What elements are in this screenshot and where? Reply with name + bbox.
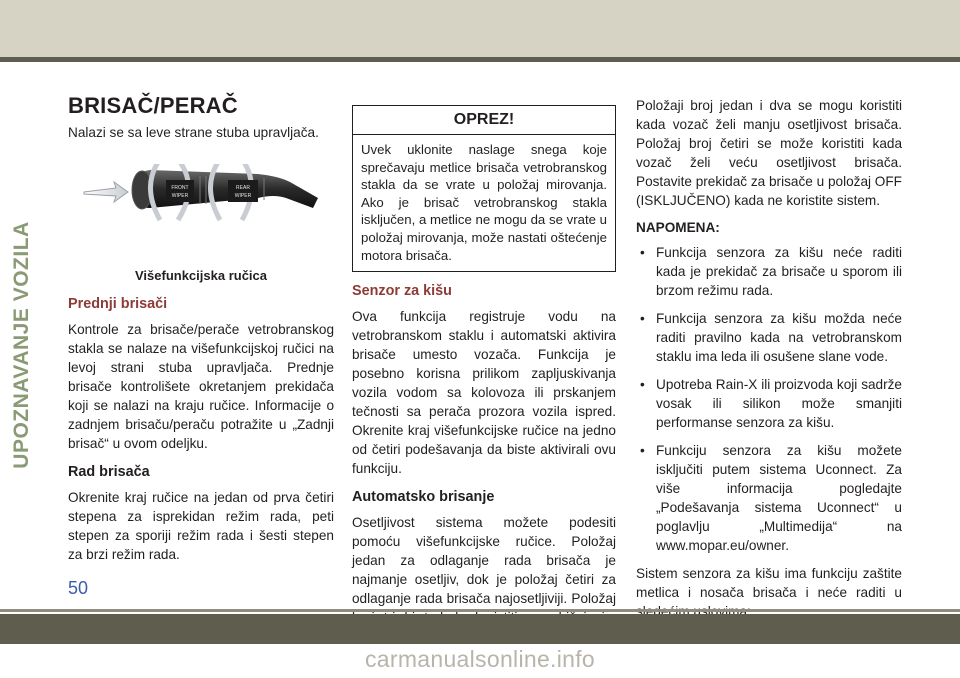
list-item: • Funkcija senzora za kišu možda neće raditi pravilno kada na vetrobranskom staklu ima leda ili osušene slane vode. [636, 309, 902, 366]
rear-label: REAR [236, 185, 250, 191]
front-wipers-heading: Prednji brisači [68, 296, 168, 312]
column-middle [352, 105, 616, 652]
list-item: • Funkciju senzora za kišu možete isključiti putem sistema Uconnect. Za više informacija pogledajte „Podešavanja sistema Uconnect“ u poglavlju „Multimedija“ na www.mopar.eu/owner. [636, 441, 902, 555]
caution-text: Uvek uklonite naslage snega koje sprečavaju metlice brisača vetrobranskog stakla da se vrate u položaj mirovanja. Ako je brisač vetrobranskog stakla isključen, a metlice ne mogu da se vrate u položaj mirovanja, može nastati oštećenje motora brisača. [361, 142, 607, 263]
column-right [636, 96, 902, 627]
caution-box [352, 105, 616, 272]
wiper-operation-text: Okrenite kraj ručice na jedan od prva četiri stepena za isprekidan režim rada, peti stepen za sporiji režim rada i šesti stepen za brzi režim rada. [68, 490, 334, 562]
page-number: 50 [68, 578, 89, 598]
auto-wipe-text: Osetljivost sistema možete podesiti pomoću višefunkcijske ručice. Položaj jedan za odlaganje rada brisača je najmanje osetljiv, dok je položaj četiri za odlaganje rada brisača najosetljiviji. Položaj [352, 515, 616, 607]
wiper-lever-icon [68, 164, 334, 264]
front-wiper-label: WIPER [171, 193, 189, 199]
list-item: • Funkcija senzora za kišu neće raditi kada je prekidač za brisače u sporom ili brzom režimu rada. [636, 243, 902, 300]
intro-text: Nalazi se sa leve strane stuba upravljača. [68, 125, 319, 140]
figure-caption: Višefunkcijska ručica [134, 268, 267, 283]
protection-text: Sistem senzora za kišu ima funkciju zaštite metlica i nosača brisača i neće raditi u [636, 566, 902, 600]
rain-sensor-heading: Senzor za kišu [352, 283, 452, 300]
watermark: carmanualsonline.info [364, 646, 596, 672]
footer-line [0, 609, 960, 612]
note-list [636, 243, 902, 555]
footer-band [0, 614, 960, 644]
column-left [68, 93, 334, 570]
list-item: • Upotreba Rain-X ili proizvoda koji sadrže vosak ili silikon može smanjiti performanse senzora za kišu. [636, 375, 902, 432]
header-stripe [0, 57, 960, 62]
note-heading: NAPOMENA: [636, 220, 720, 235]
header-band [0, 0, 960, 57]
front-label: FRONT [171, 185, 189, 191]
section-side-title: UPOZNAVANJE VOZILA [10, 221, 33, 469]
front-wipers-text: Kontrole za brisače/perače vetrobranskog stakla se nalaze na višefunkcijskoj ručici na levoj strani stuba upravljača. Prednje brisače kontrolišete okretanjem prekidača koji se nalazi na kraju ručice. Informacije o zadnjem brisaču/peraču potražite u „Zadnji brisač“ u ovom odeljku. [68, 322, 334, 451]
auto-wipe-heading: Automatsko brisanje [352, 489, 495, 506]
page-title: BRISAČ/PERAČ [68, 93, 238, 118]
rear-wiper-label: WIPER [234, 193, 252, 199]
caution-title: OPREZ! [353, 106, 615, 135]
wiper-operation-heading: Rad brisača [68, 464, 150, 480]
multifunction-lever-figure [68, 164, 334, 264]
rain-sensor-text: Ova funkcija registruje vodu na vetrobranskom staklu i automatski aktivira brisače umesto vozača. Funkcija je posebno korisna prilikom zapljuskivanja vozila vodom sa kolovoza ili prskanjem tečnosti sa perača prozora vozila ispred. Okrenite kraj višefunkcijske ručice na jedno od četiri podešavanja da biste aktivirali ovu funkciju. [352, 309, 616, 477]
positions-text: Položaji broj jedan i dva se mogu koristiti kada vozač želi manju osetljivost brisača. Položaj broj četiri se može koristiti kada vozač želi veću osetljivost brisača. Postavite prekidač za brisače u položaj OFF (ISKLJUČENO) kada ne koristite sistem. [636, 98, 902, 208]
